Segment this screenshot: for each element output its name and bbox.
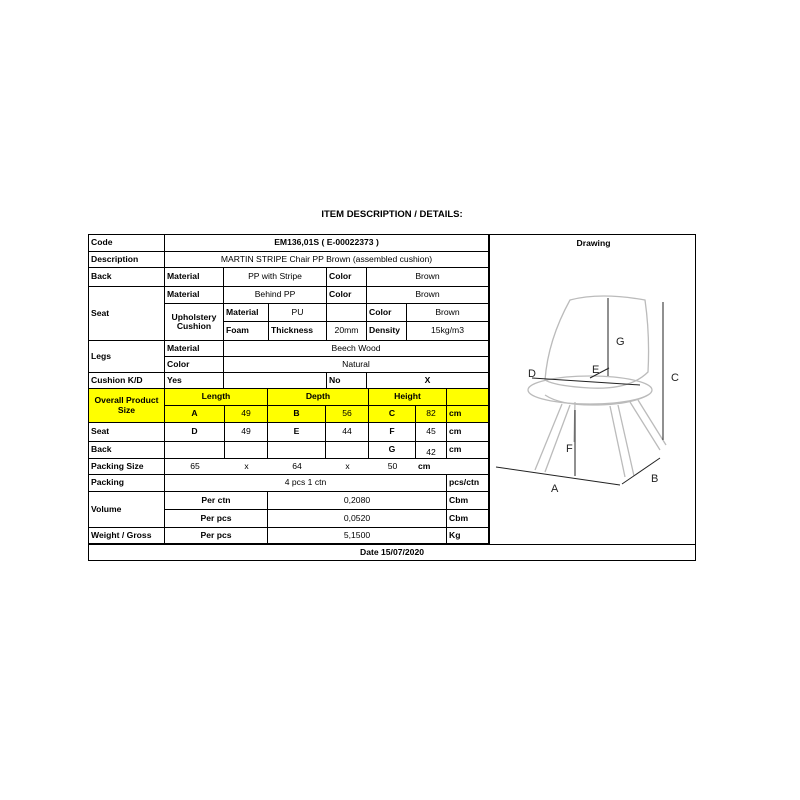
legs-color-label: Color (165, 357, 224, 373)
weight-per-pcs-label: Per pcs (165, 528, 268, 544)
packing-size-x2: x (326, 459, 369, 475)
seat-label: Seat (89, 287, 165, 341)
legs-material-label: Material (165, 341, 224, 357)
seat-color-label: Color (327, 287, 367, 304)
legs-label: Legs (89, 341, 165, 373)
size-c-key: C (369, 406, 416, 423)
description-value: MARTIN STRIPE Chair PP Brown (assembled cushion) (165, 252, 489, 268)
density-value: 15kg/m3 (407, 322, 489, 341)
thickness-label: Thickness (269, 322, 327, 341)
volume-per-pcs-unit: Cbm (447, 510, 489, 528)
back-dims-blank-1 (165, 442, 225, 459)
back-dims-blank-3 (268, 442, 326, 459)
upholstery-material-label: Material (224, 304, 269, 322)
upholstery-cushion-label: Upholstery Cushion (165, 304, 224, 341)
drawing-label-f: F (566, 443, 573, 455)
length-header: Length (165, 389, 268, 406)
back-color-label: Color (327, 268, 367, 287)
size-b-value: 56 (326, 406, 369, 423)
back-dims-label: Back (89, 442, 165, 459)
seat-d-value: 49 (225, 423, 268, 442)
drawing-label-a: A (551, 483, 559, 495)
drawing-label-d: D (528, 368, 536, 380)
size-unit-header (447, 389, 489, 406)
code-label: Code (89, 235, 165, 252)
seat-f-value: 45 (416, 423, 447, 442)
back-material-label: Material (165, 268, 224, 287)
upholstery-color-value: Brown (407, 304, 489, 322)
size-a-value: 49 (225, 406, 268, 423)
density-label: Density (367, 322, 407, 341)
code-value: EM136,01S ( E-00022373 ) (165, 235, 489, 252)
seat-dims-unit: cm (447, 423, 489, 442)
seat-material-label: Material (165, 287, 224, 304)
back-material-value: PP with Stripe (224, 268, 327, 287)
legs-color-value: Natural (224, 357, 489, 373)
packing-size-width: 64 (268, 459, 326, 475)
seat-e-key: E (268, 423, 326, 442)
cushion-kd-label: Cushion K/D (89, 373, 165, 389)
cushion-kd-yes-box (224, 373, 327, 389)
dimension-lines (496, 298, 663, 485)
cushion-kd-yes: Yes (165, 373, 224, 389)
size-b-key: B (268, 406, 326, 423)
seat-color-value: Brown (367, 287, 489, 304)
size-unit: cm (447, 406, 489, 423)
size-c-value: 82 (416, 406, 447, 423)
packing-unit: pcs/ctn (447, 475, 489, 492)
legs-material-value: Beech Wood (224, 341, 489, 357)
upholstery-material-value: PU (269, 304, 327, 322)
volume-per-pcs-label: Per pcs (165, 510, 268, 528)
thickness-value: 20mm (327, 322, 367, 341)
back-g-value: 42 (416, 442, 447, 459)
packing-size-label: Packing Size (89, 459, 165, 475)
chair-drawing (488, 253, 695, 543)
upholstery-spacer (327, 304, 367, 322)
date-footer: Date 15/07/2020 (89, 544, 695, 560)
drawing-label-g: G (616, 336, 625, 348)
drawing-label-c: C (671, 372, 679, 384)
seat-e-value: 44 (326, 423, 369, 442)
seat-d-key: D (165, 423, 225, 442)
size-a-key: A (165, 406, 225, 423)
drawing-label-b: B (651, 473, 659, 485)
seat-material-value: Behind PP (224, 287, 327, 304)
weight-per-pcs-value: 5,1500 (268, 528, 447, 544)
weight-unit: Kg (447, 528, 489, 544)
back-dims-blank-4 (326, 442, 369, 459)
chair-outline (528, 296, 666, 477)
back-label: Back (89, 268, 165, 287)
volume-label: Volume (89, 492, 165, 528)
weight-label: Weight / Gross (89, 528, 165, 544)
volume-per-pcs-value: 0,0520 (268, 510, 447, 528)
volume-per-ctn-unit: Cbm (447, 492, 489, 510)
seat-dims-label: Seat (89, 423, 165, 442)
drawing-header: Drawing (489, 235, 697, 252)
packing-value: 4 pcs 1 ctn (165, 475, 447, 492)
back-color-value: Brown (367, 268, 489, 287)
packing-size-unit: cm (416, 459, 489, 475)
cushion-kd-no: No (327, 373, 367, 389)
volume-per-ctn-value: 0,2080 (268, 492, 447, 510)
cushion-kd-mark: X (367, 373, 489, 389)
depth-header: Depth (268, 389, 369, 406)
height-header: Height (369, 389, 447, 406)
packing-size-length: 65 (165, 459, 225, 475)
packing-size-x1: x (225, 459, 268, 475)
packing-size-height: 50 (369, 459, 416, 475)
overall-size-label: Overall Product Size (89, 389, 165, 423)
upholstery-color-label: Color (367, 304, 407, 322)
foam-label: Foam (224, 322, 269, 341)
sheet-heading: ITEM DESCRIPTION / DETAILS: (321, 209, 463, 220)
seat-f-key: F (369, 423, 416, 442)
drawing-label-e: E (592, 364, 600, 376)
description-label: Description (89, 252, 165, 268)
back-dims-unit: cm (447, 442, 489, 459)
back-dims-blank-2 (225, 442, 268, 459)
packing-label: Packing (89, 475, 165, 492)
volume-per-ctn-label: Per ctn (165, 492, 268, 510)
back-g-key: G (369, 442, 416, 459)
